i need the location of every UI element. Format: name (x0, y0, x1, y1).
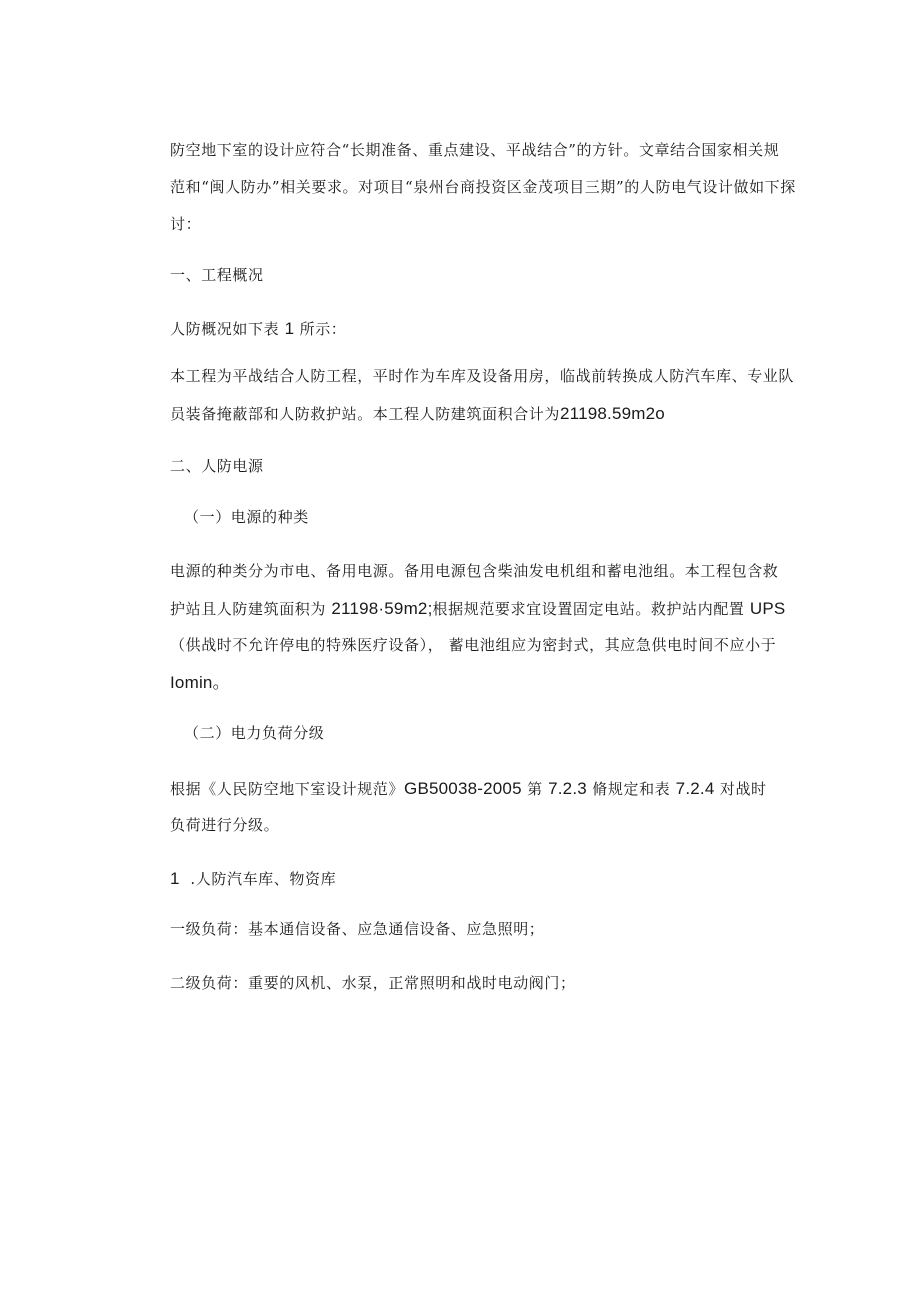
text-run: 第 (527, 780, 543, 798)
section-2-paragraph-2 (170, 770, 770, 844)
intro-line-2: 范和“闽人防办”相关要求。对项目“泉州台商投资区金茂项目三期”的人防电气设计做如下探 (170, 178, 796, 196)
area-value: 21198.59m2o (560, 404, 665, 423)
table-number: 1 (284, 319, 295, 338)
item-text: .人防汽车库、物资库 (190, 870, 337, 888)
s2p1-line-1: 电源的种类分为市电、备用电源。备用电源包含柴油发电机组和蓄电池组。本工程包含救 (170, 562, 779, 580)
ups-label: UPS (749, 599, 786, 618)
s1p2-line-1: 本工程为平战结合人防工程，平时作为车库及设备用房，临战前转换成人防汽车库、专业队 (170, 367, 795, 385)
section-2-subheading-2: （二）电力负荷分级 (184, 724, 325, 742)
item-number: 1 (170, 869, 180, 888)
section-1-heading: 一、工程概况 (170, 266, 264, 284)
clause-number: 7.2.3 (548, 779, 587, 798)
standard-code: GB50038-2005 (404, 779, 522, 798)
text-run: 所示： (299, 320, 347, 338)
text-run: 员装备掩蔽部和人防救护站。本工程人防建筑面积合计为 (170, 405, 561, 423)
section-2-paragraph-1 (170, 553, 786, 701)
s2p1-line-4: Iomin。 (170, 673, 230, 692)
intro-line-3: 讨： (170, 215, 202, 233)
s2p2-line-2: 负荷进行分级。 (170, 816, 280, 834)
intro-paragraph (170, 132, 796, 243)
text-run: 根据规范要求宜设置固定电站。救护站内配置 (432, 600, 745, 618)
intro-line-1: 防空地下室的设计应符合“长期准备、重点建设、平战结合”的方针。文章结合国家相关规 (170, 141, 780, 159)
area-value: 21198·59m2; (331, 599, 433, 618)
text-run: 人防概况如下表 (170, 320, 280, 338)
text-run: 根据《人民防空地下室设计规范》 (170, 780, 405, 798)
s2p1-line-3: （供战时不允许停电的特殊医疗设备）， 蓄电池组应为密封式，其应急供电时间不应小于 (170, 636, 777, 654)
section-1-paragraph-2 (170, 358, 795, 432)
text-run: 护站且人防建筑面积为 (170, 600, 327, 618)
table-number: 7.2.4 (675, 779, 715, 798)
section-2-subheading-1: （一）电源的种类 (184, 508, 309, 526)
text-run: 脩规定和表 (592, 780, 671, 798)
section-1-paragraph-1 (170, 310, 770, 347)
text-run: 对战时 (719, 780, 767, 798)
item-1-heading (170, 860, 770, 897)
load-level-2: 二级负荷：重要的风机、水泵，正常照明和战时电动阀门； (170, 974, 576, 992)
section-2-heading: 二、人防电源 (170, 457, 264, 475)
load-level-1: 一级负荷：基本通信设备、应急通信设备、应急照明； (170, 920, 545, 938)
